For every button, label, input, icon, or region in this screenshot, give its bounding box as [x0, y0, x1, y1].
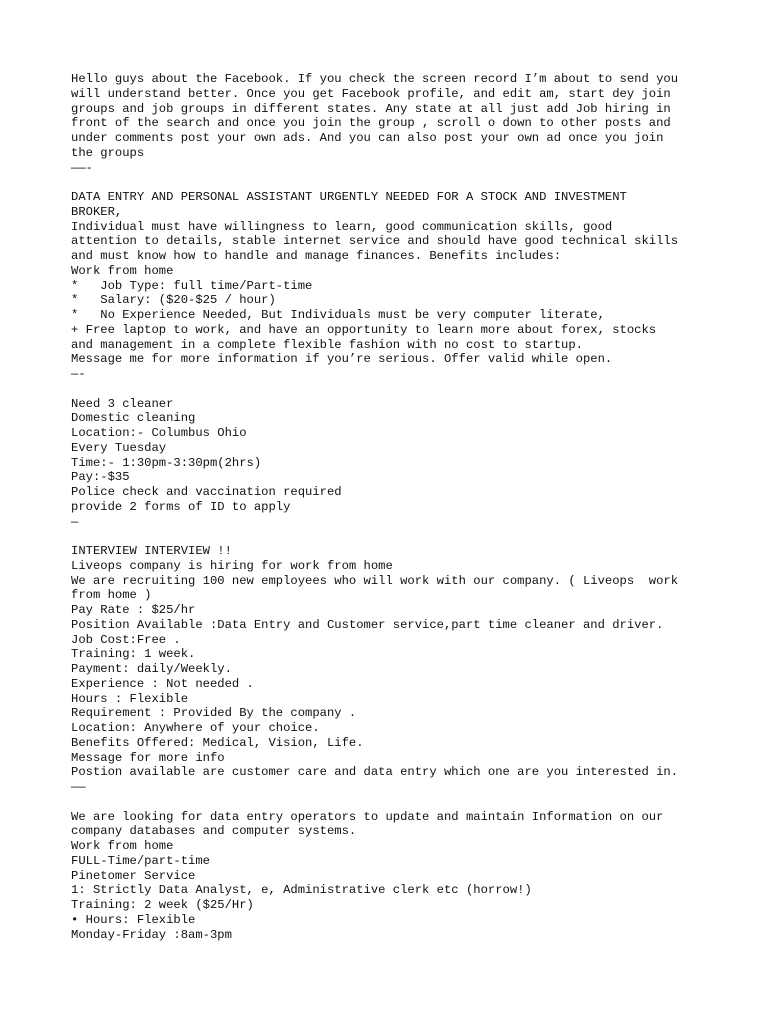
text-line: Experience : Not needed .: [71, 676, 254, 691]
text-line: groups and job groups in different states. Any state at all just add Job hiring in: [71, 101, 671, 116]
text-line: from home ): [71, 588, 152, 603]
blank-line: [71, 795, 731, 810]
text-line: Message for more info: [71, 750, 225, 765]
text-line: Work from home: [71, 839, 174, 853]
text-line: and must know how to handle and manage finances. Benefits includes:: [71, 249, 562, 263]
text-line: We are looking for data entry operators to update and maintain Information on our: [71, 809, 664, 824]
text-line: Individual must have willingness to learn, good communication skills, good: [71, 219, 613, 234]
text-line: Time:- 1:30pm-3:30pm(2hrs): [71, 455, 262, 470]
blank-line: [71, 175, 731, 190]
text-line: company databases and computer systems.: [71, 824, 357, 839]
text-line: Hello guys about the Facebook. If you check the screen record I’m about to send you: [71, 72, 679, 86]
text-line: Training: 2 week ($25/Hr): [71, 898, 254, 912]
text-line: * No Experience Needed, But Individuals must be very computer literate,: [71, 308, 605, 322]
text-line: BROKER,: [71, 204, 123, 219]
text-line: Monday-Friday :8am-3pm: [71, 927, 232, 942]
text-line: will understand better. Once you get Facebook profile, and edit am, start dey join: [71, 86, 671, 101]
text-line: Location: Anywhere of your choice.: [71, 721, 320, 735]
text-line: and management in a complete flexible fashion with no cost to startup.: [71, 337, 583, 352]
text-line: Benefits Offered: Medical, Vision, Life.: [71, 735, 364, 750]
text-line: Every Tuesday: [71, 440, 167, 455]
blank-line: [71, 382, 731, 397]
text-line: Job Cost:Free .: [71, 632, 181, 647]
text-line: attention to details, stable internet service and should have good technical skills: [71, 234, 679, 249]
text-line: * Salary: ($20-$25 / hour): [71, 293, 276, 308]
document-body: [71, 72, 731, 942]
text-line: —-: [71, 367, 86, 381]
text-line: • Hours: Flexible: [71, 912, 196, 927]
text-line: Police check and vaccination required: [71, 485, 342, 499]
text-line: DATA ENTRY AND PERSONAL ASSISTANT URGENTLY NEEDED FOR A STOCK AND INVESTMENT: [71, 190, 627, 204]
text-line: Location:- Columbus Ohio: [71, 426, 247, 440]
blank-line: [71, 529, 731, 544]
text-line: Position Available :Data Entry and Customer service,part time cleaner and driver.: [71, 617, 664, 632]
text-line: Pay Rate : $25/hr: [71, 603, 196, 617]
text-line: Pinetomer Service: [71, 868, 196, 883]
text-line: FULL-Time/part-time: [71, 853, 210, 868]
text-line: * Job Type: full time/Part-time: [71, 278, 313, 293]
text-line: ——: [71, 780, 86, 794]
text-line: Work from home: [71, 263, 174, 278]
text-line: Postion available are customer care and data entry which one are you interested in.: [71, 765, 679, 780]
text-line: ——-: [71, 160, 93, 175]
text-line: 1: Strictly Data Analyst, e, Administrative clerk etc (horrow!): [71, 883, 532, 898]
text-line: Hours : Flexible: [71, 691, 189, 706]
text-line: Message me for more information if you’re serious. Offer valid while open.: [71, 352, 613, 367]
text-line: the groups: [71, 145, 145, 160]
text-line: provide 2 forms of ID to apply: [71, 499, 291, 514]
text-line: under comments post your own ads. And you can also post your own ad once you join: [71, 131, 664, 145]
text-line: Domestic cleaning: [71, 411, 196, 426]
text-line: front of the search and once you join the group , scroll o down to other posts and: [71, 116, 671, 131]
text-line: + Free laptop to work, and have an opportunity to learn more about forex, stocks: [71, 322, 657, 337]
text-line: Need 3 cleaner: [71, 396, 174, 411]
text-line: Training: 1 week.: [71, 647, 196, 662]
text-line: —: [71, 514, 79, 529]
text-line: Payment: daily/Weekly.: [71, 662, 232, 676]
text-line: Requirement : Provided By the company .: [71, 706, 357, 721]
text-line: INTERVIEW INTERVIEW !!: [71, 544, 232, 558]
text-line: Liveops company is hiring for work from home: [71, 558, 393, 573]
text-line: Pay:-$35: [71, 470, 130, 485]
text-line: We are recruiting 100 new employees who will work with our company. ( Liveops work: [71, 573, 679, 588]
